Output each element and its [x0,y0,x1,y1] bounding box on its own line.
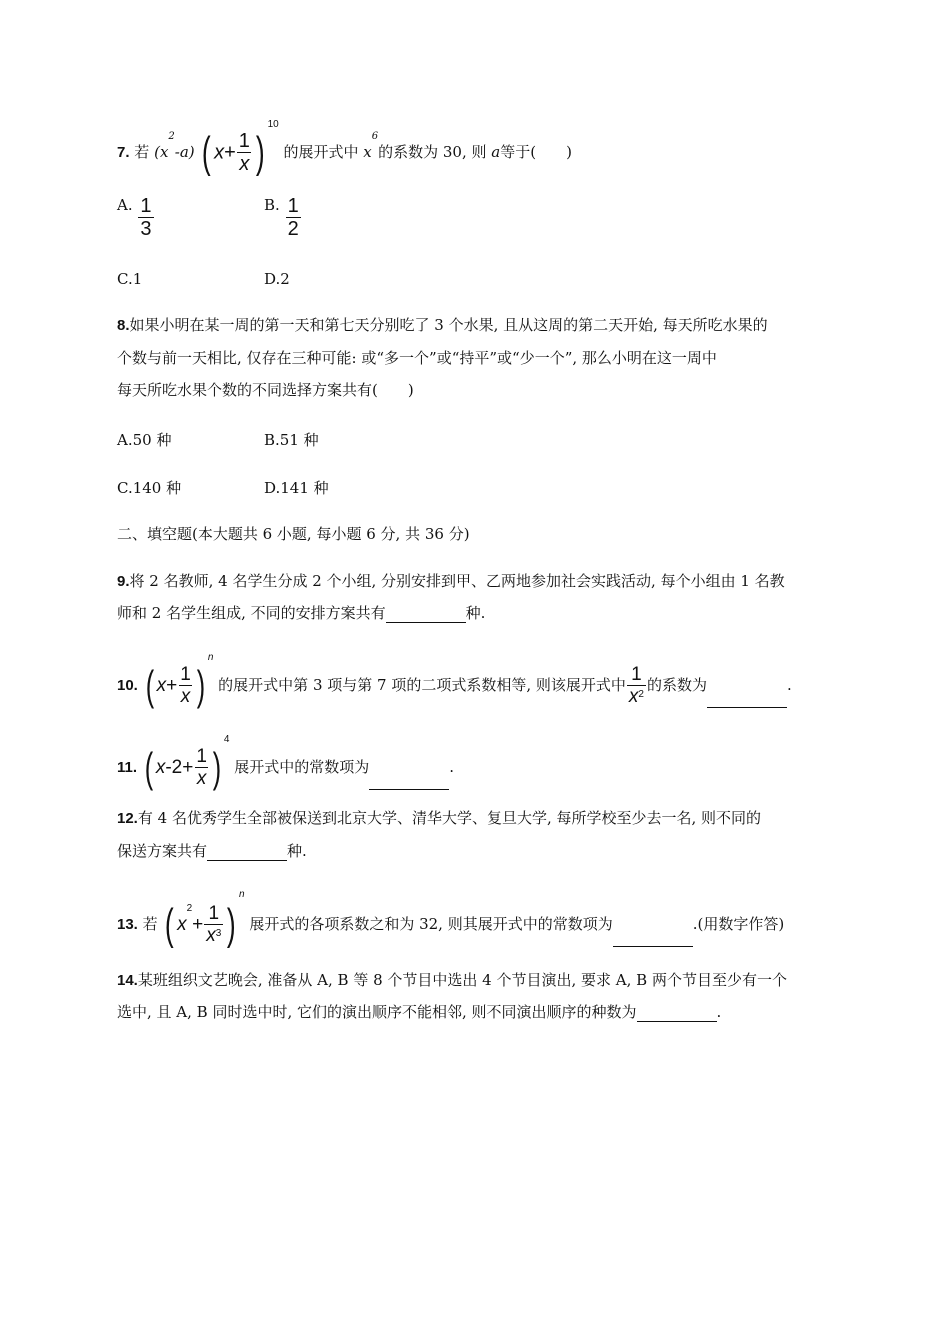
question-number: 9. [117,573,130,590]
q10-fraction: $\frac{1}{x^2}$ [628,664,644,707]
answer-blank [207,844,287,861]
question-7: 7. 若 $(x^2-a)$ ( x+ $\frac{1}{x}$ )$^{10}$ 的展开式中 $x^6$的系数为 30, 则 a等于( ) [117,119,572,177]
question-12: 12.有 4 名优秀学生全部被保送到北京大学、清华大学、复旦大学, 每所学校至少去一名, 则不同的 [117,809,762,827]
answer-blank [386,606,466,623]
option-d: D.141 种 [264,479,329,497]
question-11: 11. ( x-2+ $\frac{1}{x}$ )$^4$ 展开式中的常数项为 . [117,734,455,791]
q7-x6: $x^6$ [363,131,379,161]
q7-binomial: ( x+ $\frac{1}{x}$ )$^{10}$ [202,119,279,177]
q7-var-a: a [491,143,501,161]
answer-blank [637,1005,717,1022]
option-a: A.50 种 [117,431,172,449]
question-number: 10. [117,677,138,694]
option-c: C.1 [117,270,143,288]
question-number: 14. [117,972,138,989]
question-14: 14.某班组织文艺晚会, 准备从 A, B 等 8 个节目中选出 4 个节目演出, 要求 A, B 两个节目至少有一个 [117,971,787,989]
question-9-line2: 师和 2 名学生组成, 不同的安排方案共有 种. [117,604,486,622]
q10-binomial: ( x+ $\frac{1}{x}$ )$^n$ [145,652,214,709]
question-number: 12. [117,810,138,827]
question-8: 8.如果小明在某一周的第一天和第七天分别吃了 3 个水果, 且从这周的第二天开始, 每天所吃水果的 [117,316,768,334]
question-14-line2: 选中, 且 A, B 同时选中时, 它们的演出顺序不能相邻, 则不同演出顺序的种数为 . [117,1003,722,1021]
question-8-line3: 每天所吃水果个数的不同选择方案共有( ) [117,381,414,399]
question-number: 11. [117,759,138,776]
answer-blank [707,691,787,708]
q13-expr: ( $x^2+$ $\frac{1}{x^3}$ )$^n$ [165,889,245,949]
question-13: 13. 若 ( $x^2+$ $\frac{1}{x^3}$ )$^n$ 展开式的各项系数之和为 32, 则其展开式中的常数项为 .(用数字作答) [117,889,785,949]
option-c: C.140 种 [117,479,182,497]
question-8-line2: 个数与前一天相比, 仅存在三种可能: 或“多一个”或“持平”或“少一个”, 那么小明在这一周中 [117,349,717,367]
question-number: 8. [117,317,130,334]
option-b: B. $\frac{1}{2}$ [264,195,299,240]
question-10: 10. ( x+ $\frac{1}{x}$ )$^n$ 的展开式中第 3 项与第 7 项的二项式系数相等, 则该展开式中 $\frac{1}{x^2}$ 的系数为 . [117,652,792,709]
q7-prefix: 若 [134,143,150,161]
option-d: D.2 [264,270,290,288]
q11-expr: ( x-2+ $\frac{1}{x}$ )$^4$ [144,734,230,791]
q7-expr-a: $(x^2-a)$ [154,131,195,161]
answer-blank [369,773,449,790]
answer-blank [613,930,693,947]
question-number: 7. [117,144,130,161]
q7-text: 的展开式中 [283,143,359,161]
question-number: 13. [117,916,138,933]
question-9: 9.将 2 名教师, 4 名学生分成 2 个小组, 分别安排到甲、乙两地参加社会实践活动, 每个小组由 1 名教 [117,572,785,590]
option-b: B.51 种 [264,431,319,449]
section-heading: 二、填空题(本大题共 6 小题, 每小题 6 分, 共 36 分) [117,525,470,543]
question-12-line2: 保送方案共有 种. [117,842,307,860]
option-a: A. $\frac{1}{3}$ [117,195,152,240]
